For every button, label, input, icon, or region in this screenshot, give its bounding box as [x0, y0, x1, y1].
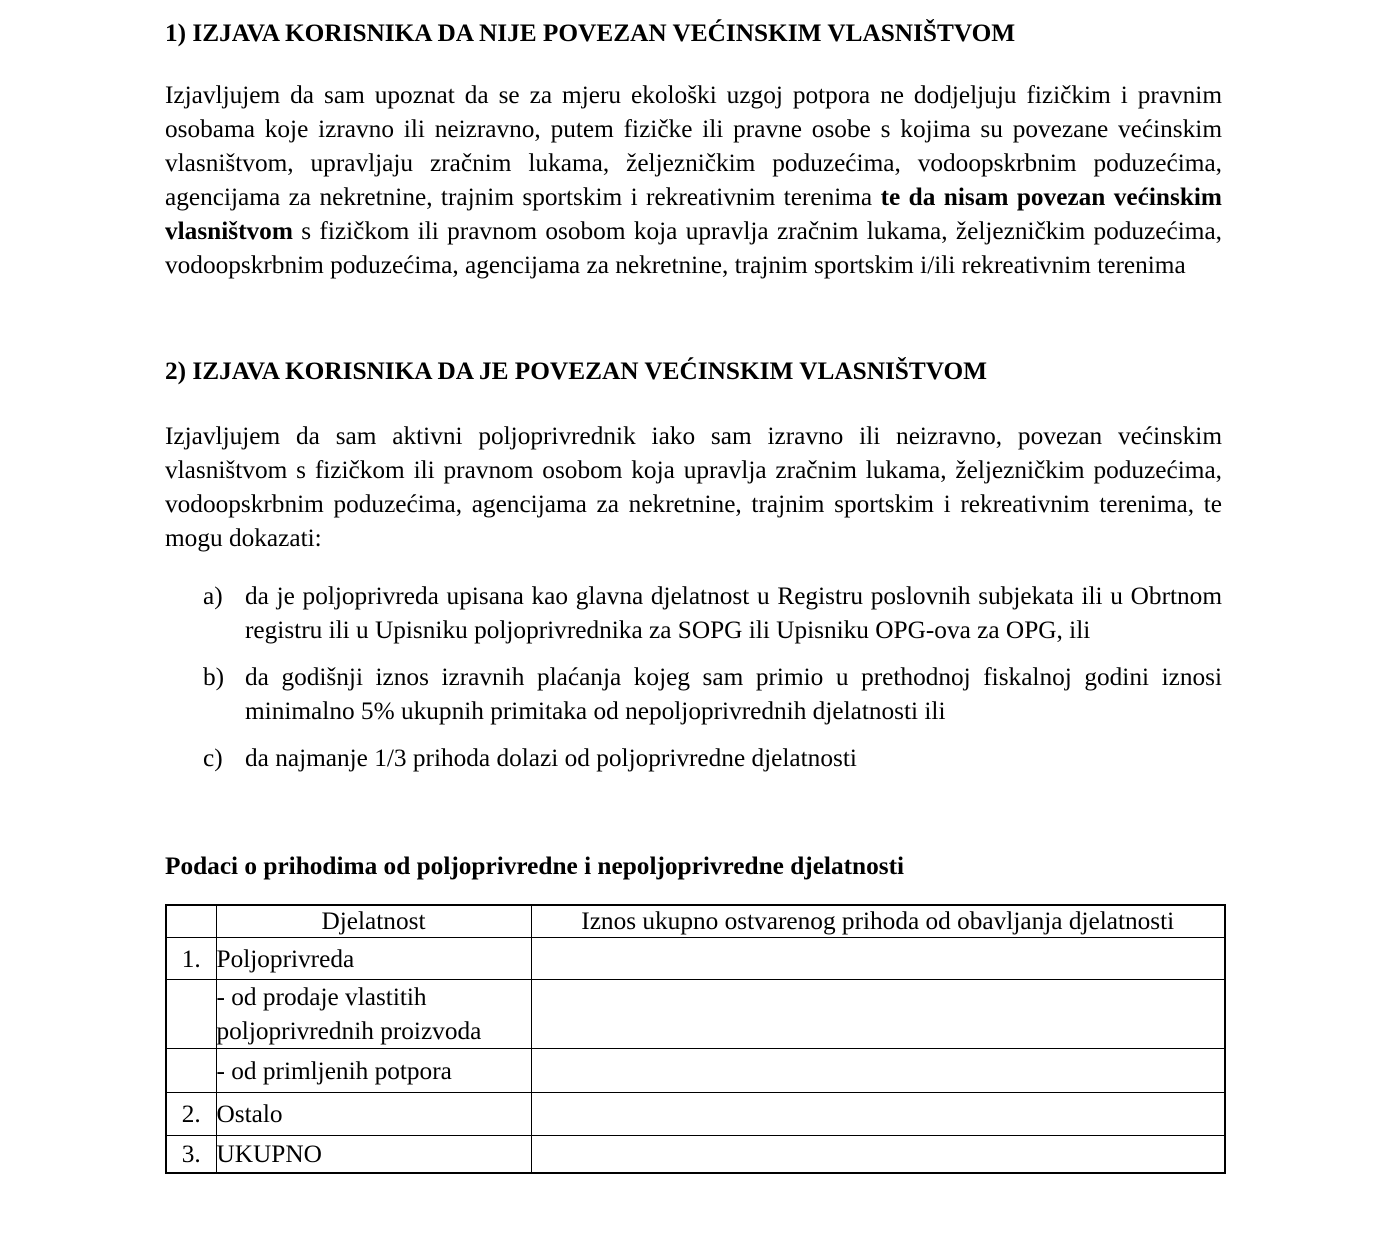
condition-text-c: da najmanje 1/3 prihoda dolazi od poljoprivredne djelatnosti — [245, 744, 857, 772]
column-header-number — [166, 905, 216, 938]
amount-cell — [531, 1049, 1225, 1093]
table-row-ostalo — [166, 1093, 1225, 1136]
activity-cell: Ostalo — [216, 1093, 531, 1136]
condition-text-b: da godišnji iznos izravnih plaćanja kojeg sam primio u prethodnoj fiskalnoj godini iznosi minimalno 5% ukupnih primitaka od nepoljoprivrednih djelatnosti ili — [245, 663, 1222, 725]
amount-cell — [531, 1136, 1225, 1174]
column-header-amount: Iznos ukupno ostvarenog prihoda od obavljanja djelatnosti — [531, 905, 1225, 938]
condition-marker-b: b) — [203, 663, 225, 691]
table-header-row — [166, 905, 1225, 938]
section2-heading: 2) IZJAVA KORISNIKA DA JE POVEZAN VEĆINSKIM VLASNIŠTVOM — [165, 357, 988, 385]
conditions-list — [165, 579, 1222, 775]
table-row-ukupno — [166, 1136, 1225, 1174]
condition-item-a — [165, 579, 1222, 647]
condition-item-b — [165, 660, 1222, 728]
amount-cell — [531, 938, 1225, 980]
condition-marker-c: c) — [203, 744, 223, 772]
activity-cell: - od prodaje vlastitih poljoprivrednih proizvoda — [216, 980, 531, 1049]
activity-cell: - od primljenih potpora — [216, 1049, 531, 1093]
table-row-poljoprivreda — [166, 938, 1225, 980]
condition-text-a: da je poljoprivreda upisana kao glavna djelatnost u Registru poslovnih subjekata ili u Obrtnom registru ili u Upisniku poljoprivrednika za SOPG ili Upisniku OPG-ova za OPG, ili — [245, 582, 1222, 644]
income-table — [165, 904, 1226, 1174]
row-number-cell — [166, 1049, 216, 1093]
table-row-primljene-potpore — [166, 1049, 1225, 1093]
section1-paragraph — [165, 78, 1222, 282]
condition-item-c — [165, 741, 1222, 775]
row-number-cell: 1. — [166, 938, 216, 980]
activity-cell: Poljoprivreda — [216, 938, 531, 980]
amount-cell — [531, 1093, 1225, 1136]
section1-heading: 1) IZJAVA KORISNIKA DA NIJE POVEZAN VEĆINSKIM VLASNIŠTVOM — [165, 19, 1016, 47]
section1-bold-declaration: te da nisam povezan većinskim vlasništvom — [165, 183, 1222, 245]
row-number-cell: 2. — [166, 1093, 216, 1136]
row-number-cell — [166, 980, 216, 1049]
income-table-title: Podaci o prihodima od poljoprivredne i nepoljoprivredne djelatnosti — [165, 852, 905, 880]
table-row-prodaja-proizvoda — [166, 980, 1225, 1049]
section2-paragraph: Izjavljujem da sam aktivni poljoprivrednik iako sam izravno ili neizravno, povezan većinskim vlasništvom s fizičkom ili pravnom osobom koja upravlja zračnim lukama, željezničkim poduzećima, vodoopskrbnim poduzećima, agencijama za nekretnine, trajnim sportskim i rekreativnim terenima, te mogu dokazati: — [165, 422, 1222, 552]
amount-cell — [531, 980, 1225, 1049]
column-header-activity: Djelatnost — [216, 905, 531, 938]
section1-paragraph-text-start: Izjavljujem da sam upoznat da se za mjeru ekološki uzgoj potpora ne dodjeljuju fizičkim i pravnim osobama koje izravno ili neizravno, putem fizičke ili pravne osobe s kojima su povezane većinskim vlasništvom, upravljaju zračnim lukama, željezničkim poduzećima, vodoopskrbnim poduzećima, agencijama za nekretnine, trajnim sportskim i rekreativnim terenima — [165, 81, 1222, 211]
row-number-cell: 3. — [166, 1136, 216, 1174]
activity-cell: UKUPNO — [216, 1136, 531, 1174]
section1-paragraph-text-end: s fizičkom ili pravnom osobom koja upravlja zračnim lukama, željezničkim poduzećima, vodoopskrbnim poduzećima, agencijama za nekretnine, trajnim sportskim i/ili rekreativnim terenima — [165, 217, 1222, 279]
condition-marker-a: a) — [203, 582, 223, 610]
